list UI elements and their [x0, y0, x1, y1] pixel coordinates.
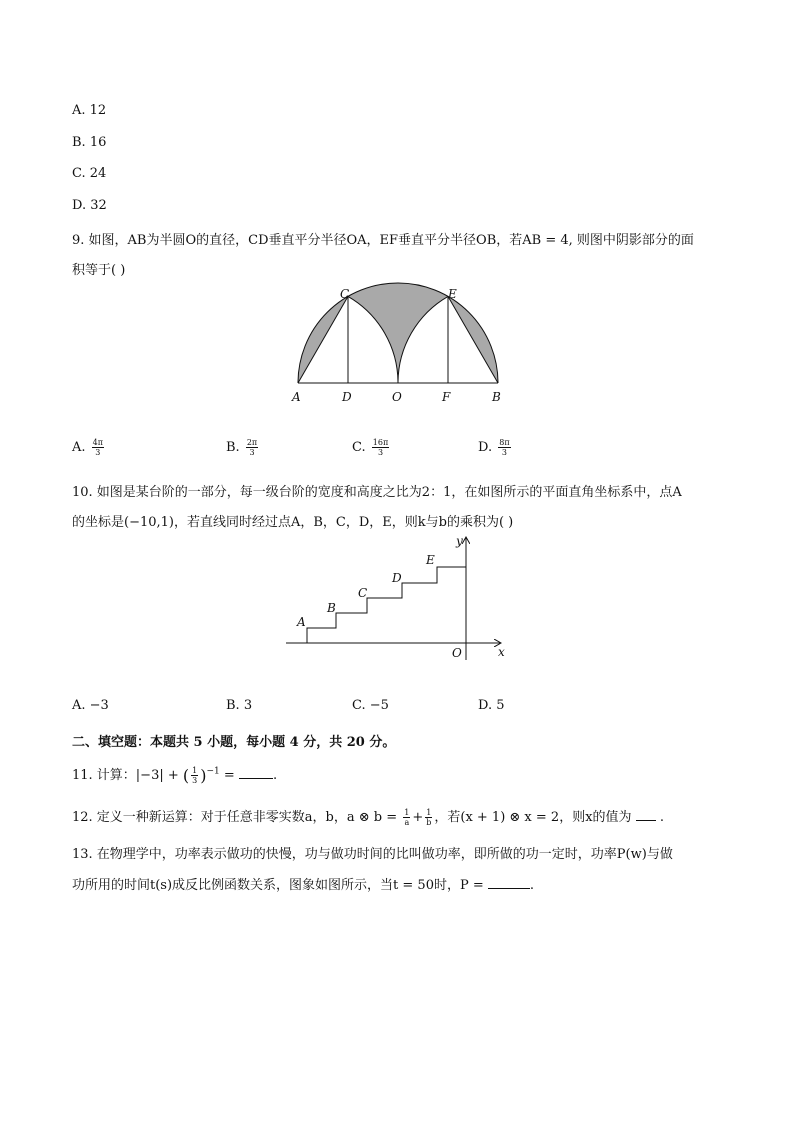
q8-option-d: D. 32: [72, 198, 107, 213]
q9-label-e: E: [448, 287, 457, 301]
q9-label-b: B: [492, 390, 501, 404]
q9-option-c: C. $\frac{16\pi}{3}$: [352, 438, 389, 457]
q9-stem-line1: 9. 如图，AB为半圆O的直径，CD垂直平分半径OA，EF垂直平分半径OB，若AB = 4, 则图中阴影部分的面: [72, 233, 694, 248]
q9-label-c: C: [340, 287, 350, 301]
q11: 11. 计算：|−3| + ( $\frac{1}{3}$ )$^{-1}$ = .: [72, 766, 278, 785]
q10-label-b: B: [327, 601, 336, 615]
section-2-heading: 二、填空题：本题共 5 小题，每小题 4 分，共 20 分。: [72, 735, 396, 750]
q10-stem-line2: 的坐标是(−10,1)，若直线同时经过点A，B，C，D，E，则k与b的乘积为( ): [72, 515, 514, 530]
q9-option-b: B. $\frac{2\pi}{3}$: [226, 438, 258, 457]
q9-shaded-middle: [348, 283, 448, 383]
q10-stem-line1: 10. 如图是某台阶的一部分，每一级台阶的宽度和高度之比为2：1，在如图所示的平面直角坐标系中，点A: [72, 485, 682, 500]
q12: 12. 定义一种新运算：对于任意非零实数a，b，a ⊗ b = $\frac{1}{a}$ + $\frac{1}{b}$ ，若(x + 1) ⊗ x = 2，则x的值为 .: [72, 808, 664, 827]
q13-line2: 功所用的时间t(s)成反比例函数关系，图象如图所示，当t = 50时，P = .: [72, 878, 535, 893]
q10-label-e: E: [426, 553, 435, 567]
q9-label-f: F: [442, 390, 451, 404]
q10-label-x: x: [498, 645, 505, 659]
q12-answer-blank[interactable]: [636, 808, 656, 821]
q8-option-c: C. 24: [72, 166, 107, 181]
q8-option-a: A. 12: [72, 103, 107, 118]
q10-label-d: D: [392, 571, 402, 585]
q9-option-d: D. $\frac{8\pi}{3}$: [478, 438, 510, 457]
q9-semicircle-figure: [280, 282, 520, 410]
q9-chord-ac: [298, 296, 348, 383]
q10-staircase-figure: [280, 532, 520, 664]
q13-answer-blank[interactable]: [488, 876, 530, 889]
q9-label-o: O: [392, 390, 402, 404]
q9-option-a: A. $\frac{4\pi}{3}$: [72, 438, 104, 457]
q8-option-b: B. 16: [72, 135, 107, 150]
q10-label-c: C: [358, 586, 368, 600]
q10-option-d: D. 5: [478, 698, 505, 713]
q9-chord-be: [448, 296, 498, 383]
q10-option-c: C. −5: [352, 698, 389, 713]
q9-label-d: D: [342, 390, 352, 404]
q11-answer-blank[interactable]: [239, 766, 273, 779]
q10-option-b: B. 3: [226, 698, 253, 713]
q10-label-o: O: [452, 646, 462, 660]
q10-option-a: A. −3: [72, 698, 109, 713]
q13-line1: 13. 在物理学中，功率表示做功的快慢，功与做功时间的比叫做功率，即所做的功一定时，功率P(w)与做: [72, 847, 673, 862]
q10-label-y: y: [456, 534, 463, 548]
q9-label-a: A: [292, 390, 301, 404]
q10-label-a: A: [297, 615, 306, 629]
q9-stem-line2: 积等于( ): [72, 263, 126, 278]
